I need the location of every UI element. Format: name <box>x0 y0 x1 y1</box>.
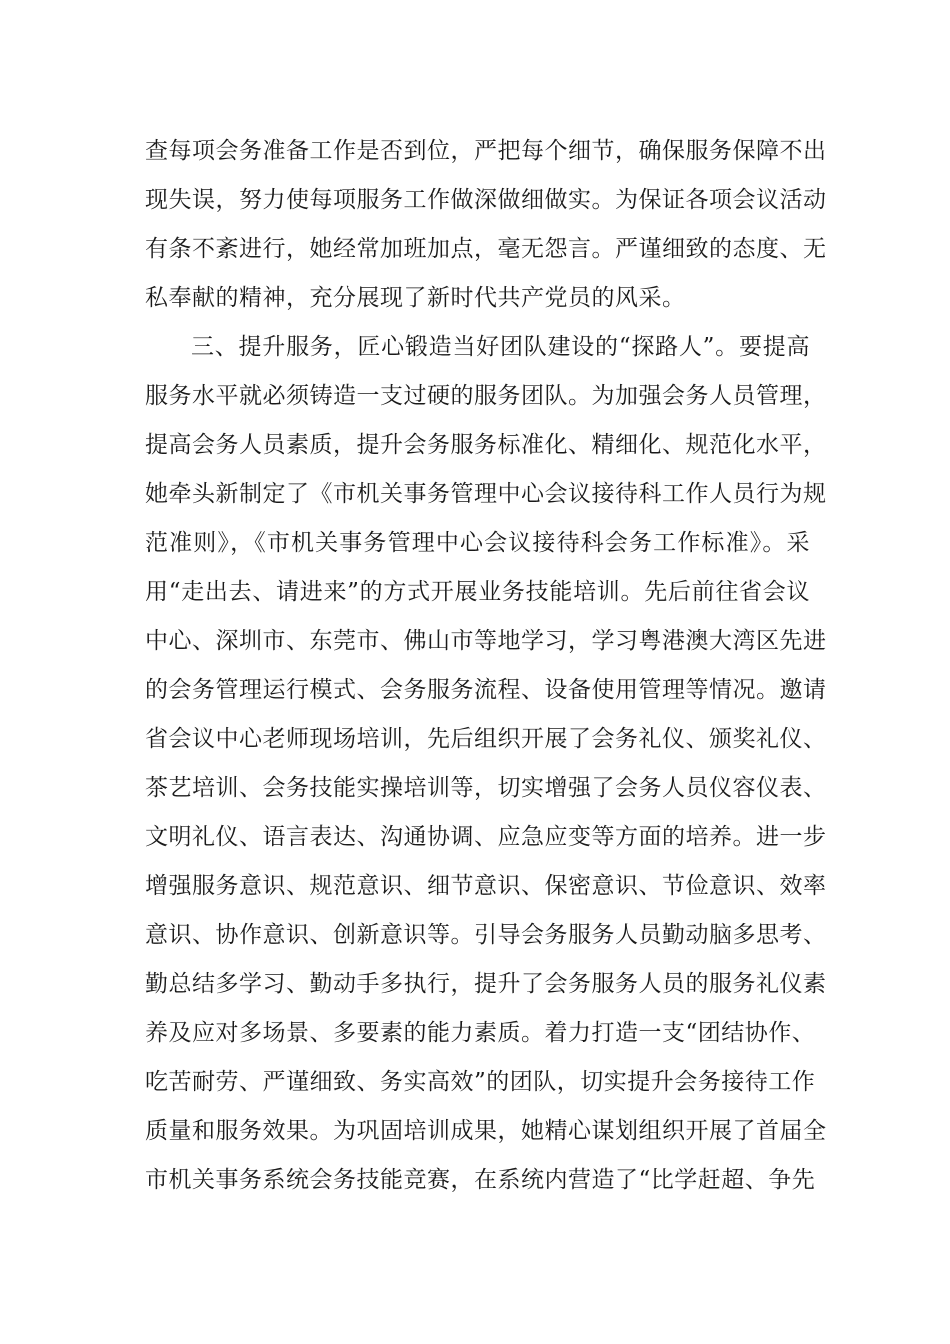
paragraph-line: 的会务管理运行模式、会务服务流程、设备使用管理等情况。邀请 <box>145 677 827 703</box>
paragraph-line: 勤总结多学习、勤动手多执行，提升了会务服务人员的服务礼仪素 <box>145 971 827 997</box>
paragraph-line: 意识、协作意识、创新意识等。引导会务服务人员勤动脑多思考、 <box>145 922 827 948</box>
paragraph-line: 用“走出去、请进来”的方式开展业务技能培训。先后前往省会议 <box>145 579 810 605</box>
paragraph-line: 三、提升服务，匠心锻造当好团队建设的“探路人”。要提高 <box>191 334 810 360</box>
paragraph-line: 私奉献的精神，充分展现了新时代共产党员的风采。 <box>145 285 686 311</box>
paragraph-line: 中心、深圳市、东莞市、佛山市等地学习，学习粤港澳大湾区先进 <box>145 628 827 654</box>
paragraph-line: 吃苦耐劳、严谨细致、务实高效”的团队，切实提升会务接待工作 <box>145 1069 816 1095</box>
paragraph-line: 提高会务人员素质，提升会务服务标准化、精细化、规范化水平， <box>145 432 827 458</box>
paragraph-line: 质量和服务效果。为巩固培训成果，她精心谋划组织开展了首届全 <box>145 1118 827 1144</box>
paragraph-line: 市机关事务系统会务技能竞赛，在系统内营造了“比学赶超、争先 <box>145 1167 816 1193</box>
paragraph-line: 范准则》，《市机关事务管理中心会议接待科会务工作标准》。采 <box>145 530 810 556</box>
paragraph-line: 茶艺培训、会务技能实操培训等，切实增强了会务人员仪容仪表、 <box>145 775 827 801</box>
paragraph-line: 服务水平就必须铸造一支过硬的服务团队。为加强会务人员管理， <box>145 383 827 409</box>
paragraph-line: 查每项会务准备工作是否到位，严把每个细节，确保服务保障不出 <box>145 138 827 164</box>
paragraph-line: 现失误，努力使每项服务工作做深做细做实。为保证各项会议活动 <box>145 187 827 213</box>
paragraph-1 <box>145 127 827 323</box>
paragraph-line: 她牵头新制定了《市机关事务管理中心会议接待科工作人员行为规 <box>145 481 827 507</box>
paragraph-line: 文明礼仪、语言表达、沟通协调、应急应变等方面的培养。进一步 <box>145 824 827 850</box>
paragraph-2 <box>145 323 827 1205</box>
paragraph-line: 增强服务意识、规范意识、细节意识、保密意识、节俭意识、效率 <box>145 873 827 899</box>
paragraph-line: 有条不紊进行，她经常加班加点，毫无怨言。严谨细致的态度、无 <box>145 236 827 262</box>
paragraph-line: 省会议中心老师现场培训，先后组织开展了会务礼仪、颁奖礼仪、 <box>145 726 827 752</box>
paragraph-line: 养及应对多场景、多要素的能力素质。着力打造一支“团结协作、 <box>145 1020 816 1046</box>
document-body <box>145 127 827 1205</box>
